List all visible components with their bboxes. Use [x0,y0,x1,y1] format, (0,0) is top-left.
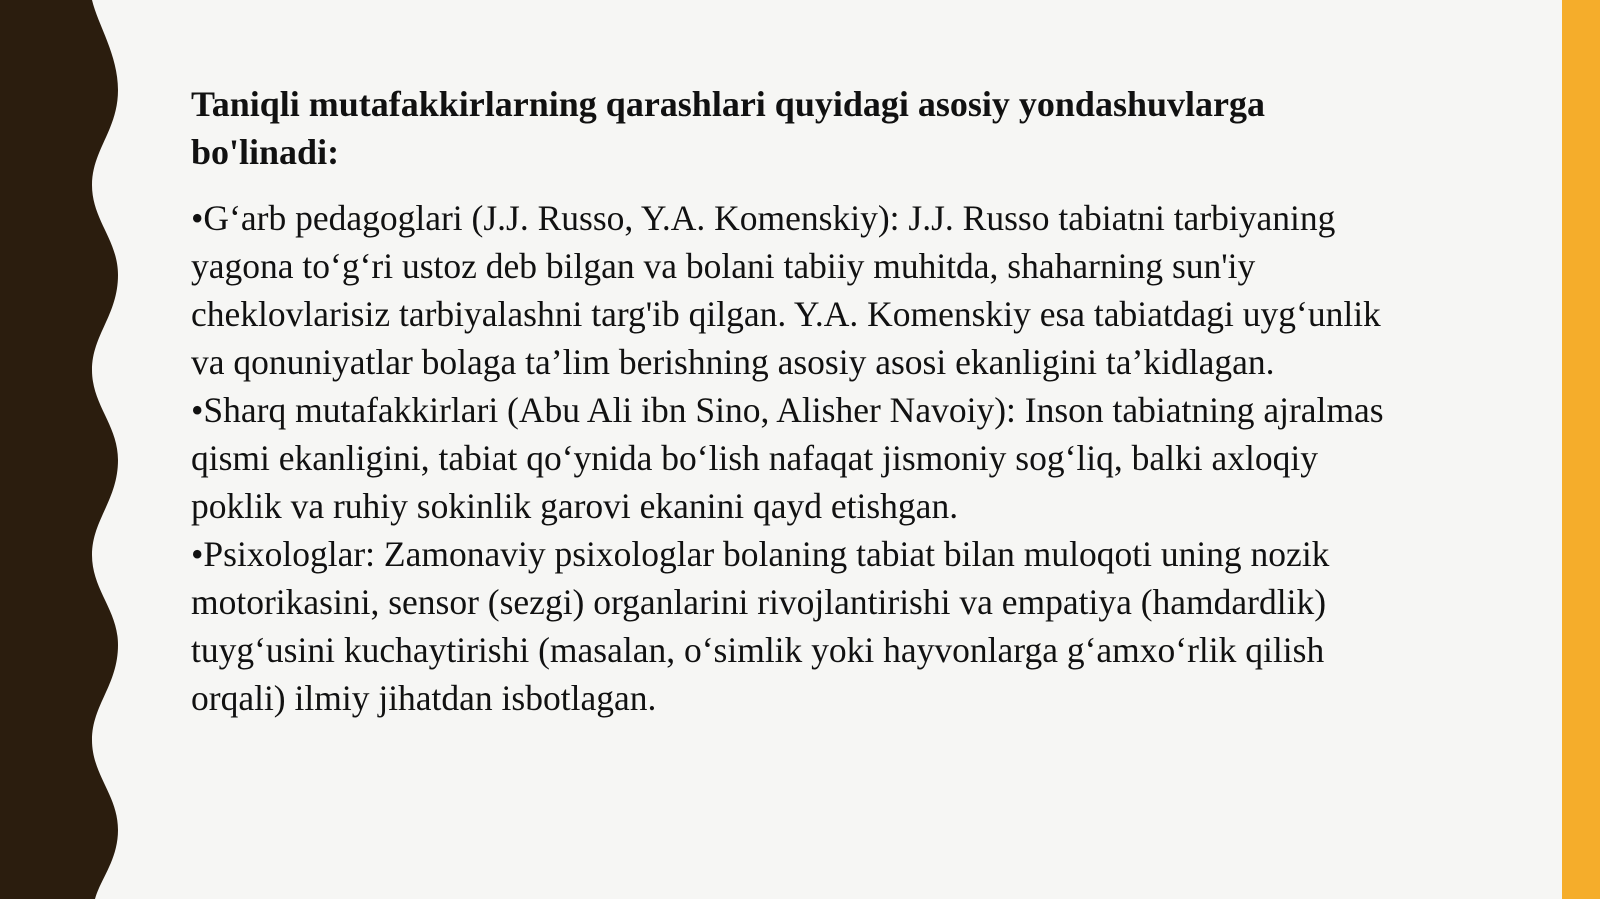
bullet-psychologists: •Psixologlar: Zamonaviy psixologlar bolaning tabiat bilan muloqoti uning nozik motorikasini, sensor (sezgi) organlarini rivojlantirishi va empatiya (hamdardlik) tuyg‘usini kuchaytirishi (masalan, o‘simlik yoki hayvonlarga g‘amxo‘rlik qilish orqali) ilmiy jihatdan isbotlagan. [191,534,1330,718]
accent-bar [1562,0,1600,899]
slide-content [191,80,1411,722]
bullet-western-pedagogues: •G‘arb pedagoglari (J.J. Russo, Y.A. Komenskiy): J.J. Russo tabiatni tarbiyaning yagona to‘g‘ri ustoz deb bilgan va bolani tabiiy muhitda, shaharning sun'iy cheklovlarisiz tarbiyalashni targ'ib qilgan. Y.A. Komenskiy esa tabiatdagi uyg‘unlik va qonuniyatlar bolaga ta’lim berishning asosiy asosi ekanligini ta’kidlagan. [191,198,1381,382]
decorative-wavy-band [0,0,130,899]
slide-heading: Taniqli mutafakkirlarning qarashlari quyidagi asosiy yondashuvlarga bo'linadi: [191,84,1265,172]
bullet-eastern-thinkers: •Sharq mutafakkirlari (Abu Ali ibn Sino, Alisher Navoiy): Inson tabiatning ajralmas qismi ekanligini, tabiat qo‘ynida bo‘lish nafaqat jismoniy sog‘liq, balki axloqiy poklik va ruhiy sokinlik garovi ekanini qayd etishgan. [191,390,1384,526]
bullet-list [191,194,1411,722]
